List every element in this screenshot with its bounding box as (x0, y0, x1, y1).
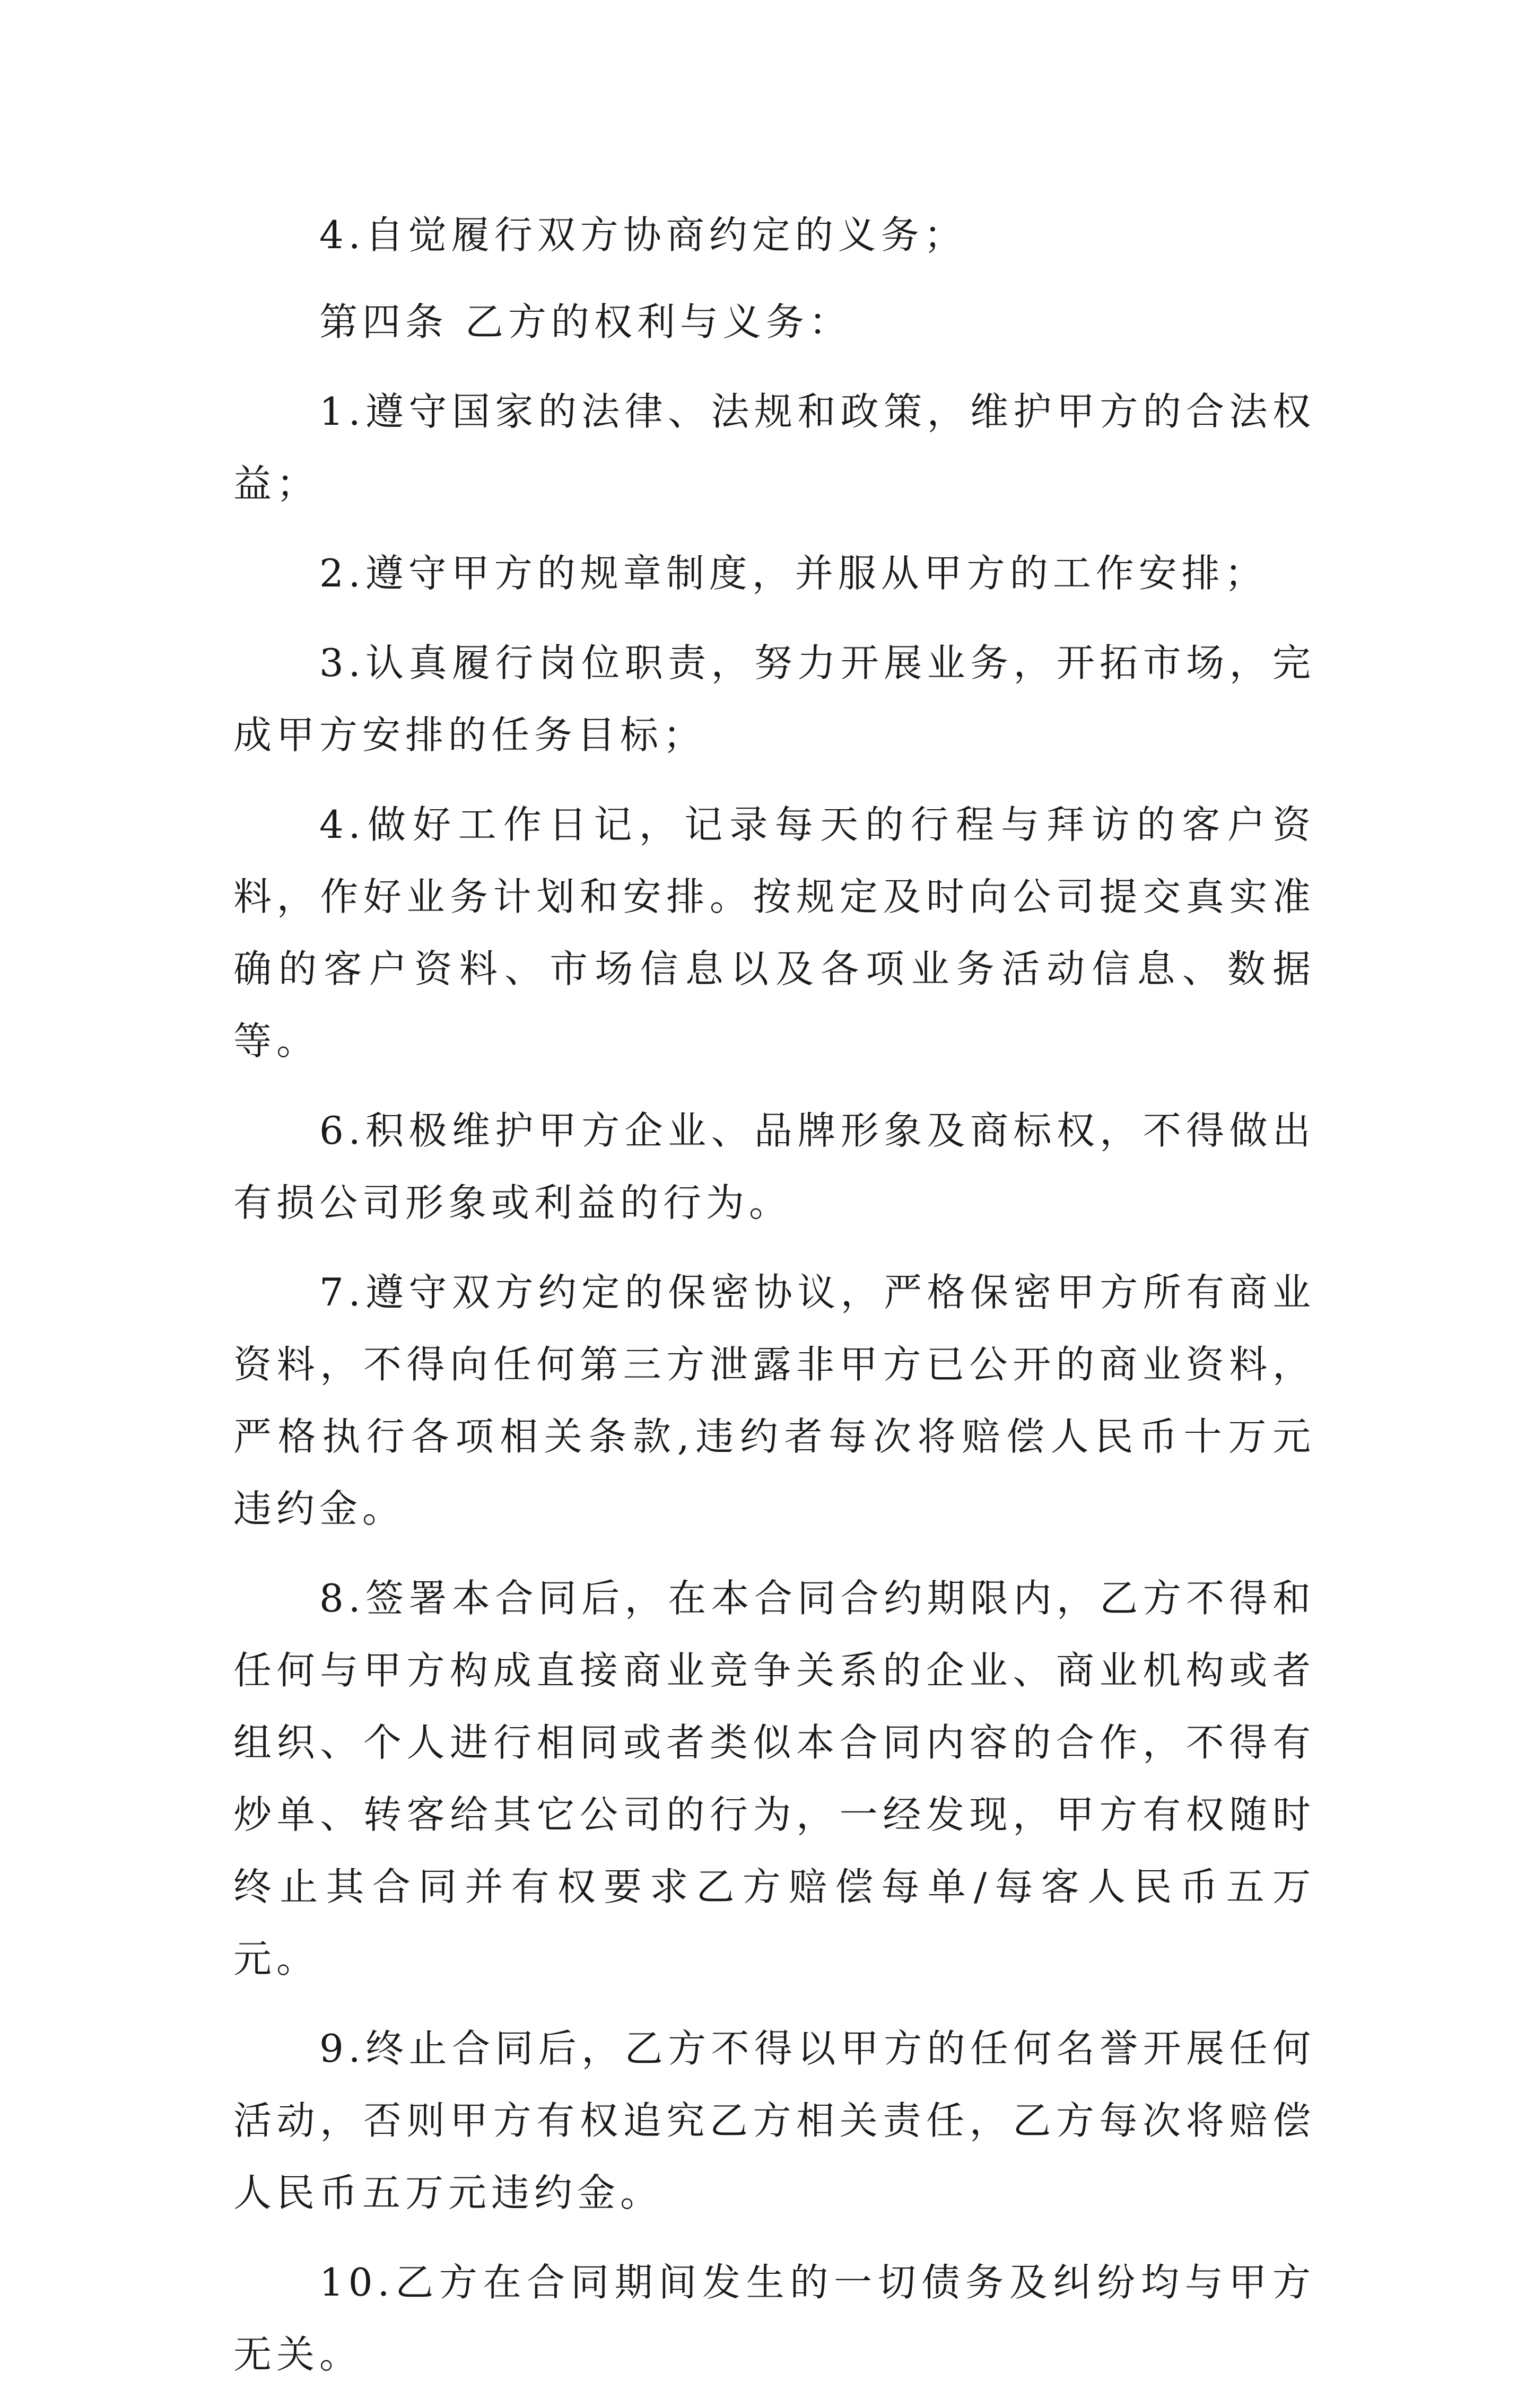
paragraph-item-2: 2.遵守甲方的规章制度，并服从甲方的工作安排； (319, 551, 1268, 596)
paragraph-item-4: 4.做好工作日记，记录每天的行程与拜访的客户资料，作好业务计划和安排。按规定及时向公司提交真实准确的客户资料、市场信息以及各项业务活动信息、数据等。 (233, 802, 1315, 1063)
document-body (233, 199, 1315, 2408)
paragraph-item-4-duty: 4.自觉履行双方协商约定的义务； (319, 213, 967, 257)
paragraph-item-1: 1.遵守国家的法律、法规和政策，维护甲方的合法权益； (233, 389, 1315, 506)
paragraph-item-3: 3.认真履行岗位职责，努力开展业务，开拓市场，完成甲方安排的任务目标； (233, 641, 1315, 757)
paragraph-item-9: 9.终止合同后，乙方不得以甲方的任何名誉开展任何活动，否则甲方有权追究乙方相关责任，乙方每次将赔偿人民币五万元违约金。 (233, 2026, 1315, 2215)
paragraph-item-10: 10.乙方在合同期间发生的一切债务及纠纷均与甲方无关。 (233, 2260, 1315, 2377)
paragraph-item-6: 6.积极维护甲方企业、品牌形象及商标权，不得做出有损公司形象或利益的行为。 (233, 1108, 1315, 1225)
paragraph-item-7: 7.遵守双方约定的保密协议，严格保密甲方所有商业资料，不得向任何第三方泄露非甲方已公开的商业资料，严格执行各项相关条款,违约者每次将赔偿人民币十万元违约金。 (233, 1270, 1315, 1531)
paragraph-item-8: 8.签署本合同后，在本合同合约期限内，乙方不得和任何与甲方构成直接商业竞争关系的企业、商业机构或者组织、个人进行相同或者类似本合同内容的合作，不得有炒单、转客给其它公司的行为，一经发现，甲方有权随时终止其合同并有权要求乙方赔偿每单/每客人民币五万元。 (233, 1576, 1315, 1981)
article-4-heading: 第四条 乙方的权利与义务： (319, 300, 852, 344)
